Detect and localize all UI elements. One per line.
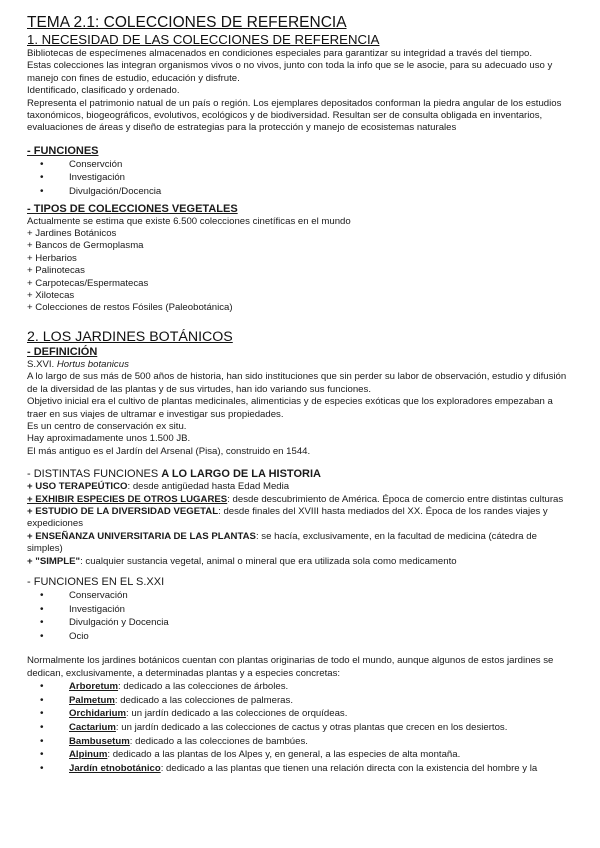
list-item: • Divulgación y Docencia: [27, 616, 574, 630]
s1-paragraph-4: Representa el patrimonio natual de un país o región. Los ejemplares depositados conforman la piedra angular de los estudios taxonómicos, biogeográficos, evolutivos, ecológicos y de biodiversidad. Resultan ser de consulta obligada en inventarios, evaluaciones de áreas y diseño de estrategias para la protección y manejo de ecosistemas naturales: [27, 97, 562, 134]
historia-text: : desde descubrimiento de América. Época de comercio entre distintas culturas: [227, 493, 564, 505]
list-item: [27, 680, 574, 694]
historia-text: : cualquier sustancia vegetal, animal o mineral que era utilizada sola como medicamento: [80, 555, 457, 567]
list-item: • Divulgación/Docencia: [27, 185, 574, 199]
page-title: TEMA 2.1: COLECCIONES DE REFERENCIA: [27, 14, 347, 31]
especiales-list: [27, 680, 574, 775]
tipos-item: + Herbarios: [27, 252, 77, 264]
historia-item: [27, 494, 574, 506]
list-item: • Ocio: [27, 630, 574, 644]
term-text: : dedicado a las colecciones de palmeras.: [114, 694, 293, 706]
tipos-intro: Actualmente se estima que existe 6.500 colecciones cinetíficas en el mundo: [27, 215, 351, 227]
term: Cactarium: [69, 721, 116, 733]
historia-text: : desde finales del XVIII hasta mediados del XX. Época de los randes viajes y expediciones: [27, 505, 548, 530]
historia-label: + ESTUDIO DE LA DIVERSIDAD VEGETAL: [27, 505, 219, 517]
funciones-list: [27, 158, 574, 199]
list-item: [27, 748, 574, 762]
list-item: • Investigación: [27, 171, 574, 185]
historia-label: + "SIMPLE": [27, 555, 81, 567]
term: Palmetum: [69, 694, 115, 706]
historia-item: [27, 481, 574, 493]
tipos-item: + Xilotecas: [27, 290, 75, 302]
term: Bambusetum: [69, 735, 130, 747]
definicion-latin: Hortus botanicus: [56, 358, 129, 370]
especial-intro: Normalmente los jardines botánicos cuentan con plantas originarias de todo el mundo, aunque algunos de estos jardines se dedican, exclusivamente, a determinadas plantas y a especies concretas:: [27, 655, 554, 679]
list-item: [27, 721, 574, 735]
list-item: [27, 707, 574, 721]
historia-label: + ENSEÑANZA UNIVERSITARIA DE LAS PLANTAS: [27, 530, 256, 542]
s1-paragraph-1: Bibliotecas de especímenes almacenados en condiciones especiales para garantizar su integridad a través del tiempo.: [27, 48, 533, 59]
historia-label: + EXHIBIR ESPECIES DE OTROS LUGARES: [27, 493, 228, 505]
term: Arboretum: [69, 681, 119, 693]
def-paragraph-5: El más antiguo es el Jardín del Arsenal (Pisa), construido en 1544.: [27, 445, 311, 457]
def-paragraph-3: Es un centro de conservación ex situ.: [27, 420, 187, 432]
term-text: : un jardín dedicado a las colecciones de orquídeas.: [126, 708, 348, 720]
historia-heading-b: A LO LARGO DE LA HISTORIA: [161, 468, 321, 481]
historia-text: : se hacía, exclusivamente, en la facultad de medicina (cátedra de simples): [27, 530, 537, 555]
sxxi-heading: - FUNCIONES EN EL S.XXI: [27, 575, 165, 588]
historia-heading: [27, 468, 574, 481]
term-text: : un jardín dedicado a las colecciones de cactus y otras plantas que crecen en los desiertos.: [115, 721, 508, 733]
definicion-century: S.XVI.: [27, 358, 55, 370]
historia-heading-a: - DISTINTAS FUNCIONES: [27, 468, 162, 481]
historia-item: [27, 506, 574, 531]
term-text: : dedicado a las colecciones de bambúes.: [129, 735, 308, 747]
def-paragraph-1: A lo largo de sus más de 500 años de historia, han sido instituciones que sin perder su labor de observación, estudio y difusión de la diversidad de las plantas y de sus virtudes, han ido variando sus funciones.: [27, 371, 567, 395]
list-item: [27, 735, 574, 749]
list-item: • Conservción: [27, 158, 574, 172]
tipos-item: + Colecciones de restos Fósiles (Paleobotánica): [27, 302, 233, 314]
list-item: [27, 694, 574, 708]
tipos-item: + Bancos de Germoplasma: [27, 240, 144, 252]
tipos-item: + Palinotecas: [27, 265, 85, 277]
tipos-item: + Jardines Botánicos: [27, 228, 117, 240]
historia-item: [27, 556, 574, 568]
tipos-item: + Carpotecas/Espermatecas: [27, 277, 149, 289]
definicion-heading: - DEFINICIÓN: [27, 345, 98, 358]
funciones-heading: - FUNCIONES: [27, 144, 99, 157]
term: Jardín etnobotánico: [69, 762, 161, 774]
historia-label: + USO TERAPEÚTICO: [27, 481, 128, 493]
term: Alpinum: [69, 749, 108, 761]
def-paragraph-4: Hay aproximadamente unos 1.500 JB.: [27, 433, 191, 445]
term: Orchidarium: [69, 708, 127, 720]
list-item: • Investigación: [27, 603, 574, 617]
sxxi-list: [27, 589, 574, 643]
historia-item: [27, 531, 574, 556]
s1-paragraph-2: Estas colecciones las integran organismos vivos o no vivos, junto con toda la info que se le asocie, para su adecuado uso y manejo con fines de estudio, educación y disfrute.: [27, 60, 553, 84]
s1-paragraph-3: Identificado, clasificado y ordenado.: [27, 85, 180, 97]
term-text: : dedicado a las plantas de los Alpes y, en general, a las especies de alta montaña.: [107, 749, 461, 761]
section2-heading: 2. LOS JARDINES BOTÁNICOS: [27, 328, 233, 345]
list-item: • Conservación: [27, 589, 574, 603]
tipos-heading: - TIPOS DE COLECCIONES VEGETALES: [27, 202, 238, 215]
def-paragraph-2: Objetivo inicial era el cultivo de plantas medicinales, alimenticias y de especies exóticas que los exploradores empezaban a traer en sus viajes de ultramar e investigar sus propiedades.: [27, 396, 553, 420]
term-text: : dedicado a las colecciones de árboles.: [118, 681, 289, 693]
term-text: : dedicado a las plantas que tienen una relación directa con la existencia del hombre y la: [160, 762, 538, 774]
list-item: [27, 762, 574, 776]
section1-heading: 1. NECESIDAD DE LAS COLECCIONES DE REFERENCIA: [27, 32, 380, 47]
definicion-century-line: [27, 359, 574, 371]
historia-text: : desde antigüedad hasta Edad Media: [127, 481, 290, 493]
